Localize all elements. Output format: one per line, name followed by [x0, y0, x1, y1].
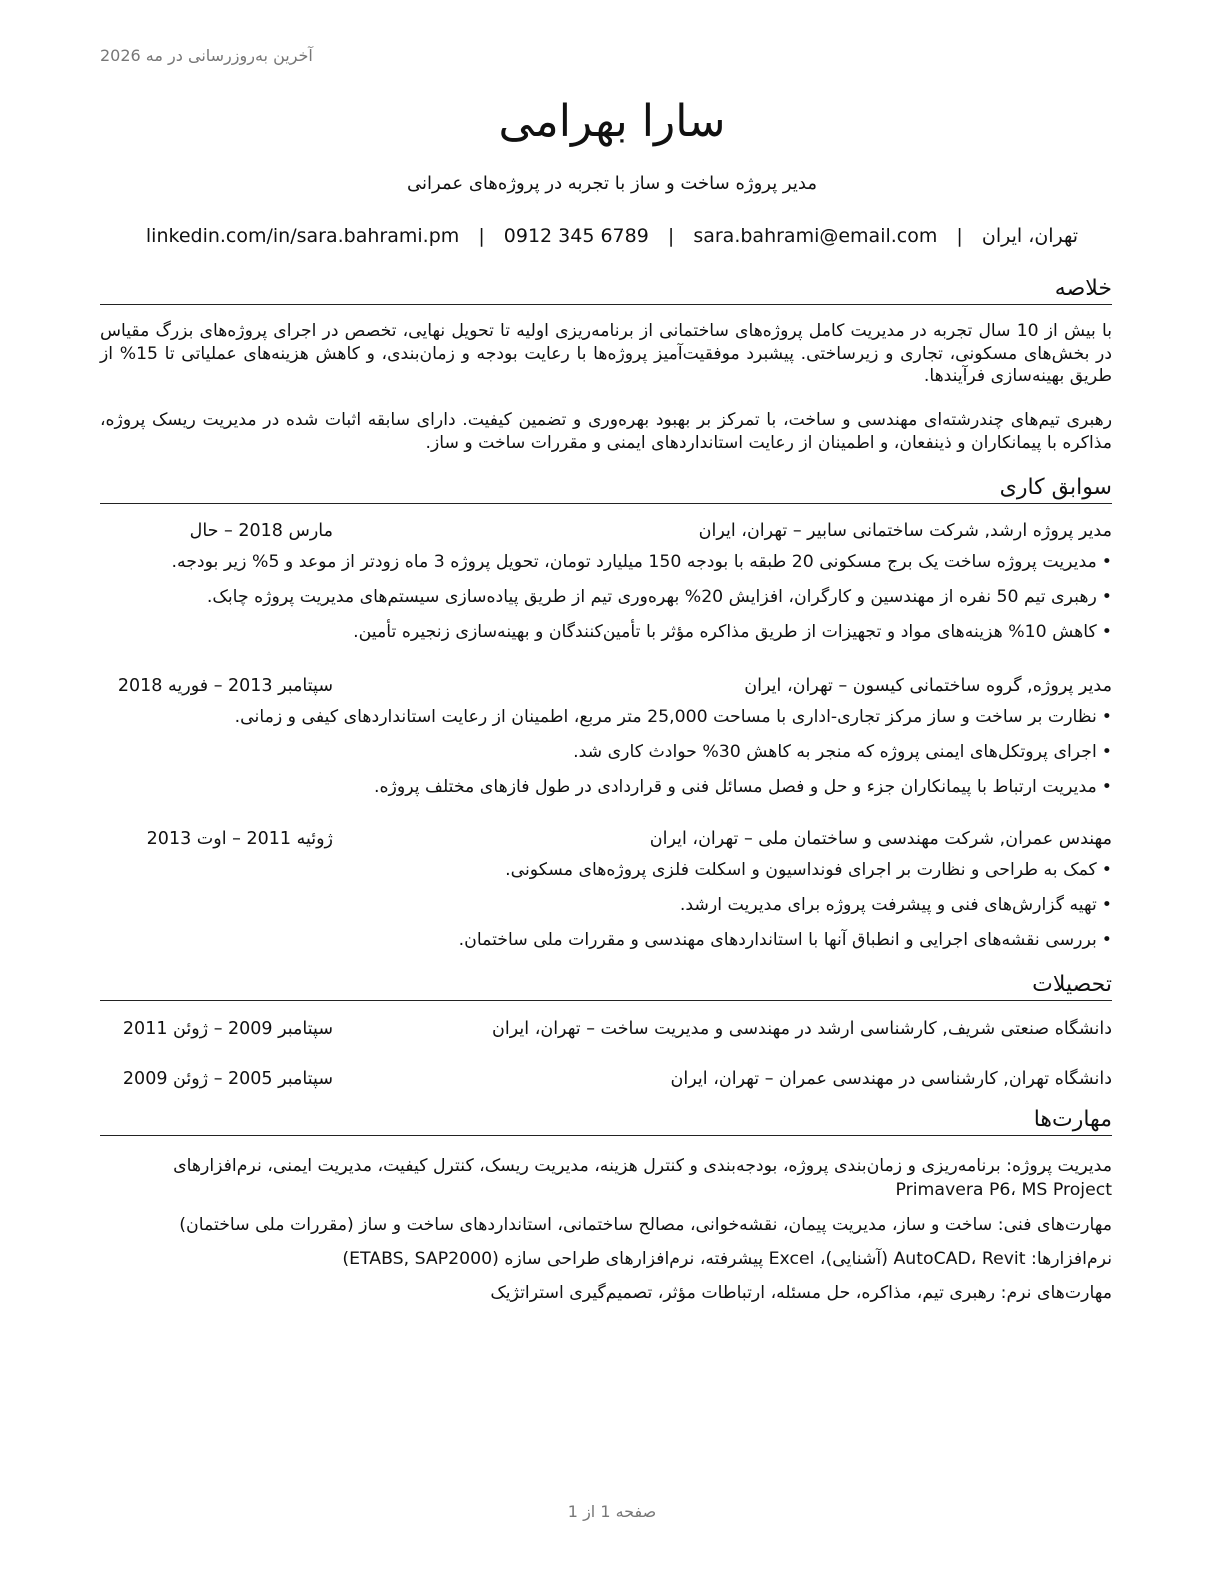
- skills-line: مهارت‌های فنی: ساخت و ساز، مدیریت پیمان، نقشه‌خوانی، مصالح ساختمانی، استانداردهای ساخت و ساز (مقررات ملی ساختمان): [179, 1215, 1112, 1235]
- skills-line: مدیریت پروژه: برنامه‌ریزی و زمان‌بندی پروژه، بودجه‌بندی و کنترل هزینه، مدیریت ریسک، کنترل کیفیت، مدیریت ایمنی، نرم‌افزارهای Primavera P6، MS Project: [173, 1156, 1112, 1200]
- contact-separator: |: [956, 225, 963, 247]
- page-number: صفحه 1 از 1: [567, 1502, 657, 1521]
- bullet-icon: •: [1101, 930, 1112, 950]
- bullet-icon: •: [1101, 860, 1112, 880]
- education-item: [100, 1066, 1112, 1092]
- job-bullet: •کاهش 10% هزینه‌های مواد و تجهیزات از طریق مذاکره مؤثر با تأمین‌کنندگان و بهینه‌سازی زنجیره تأمین.: [112, 619, 1112, 645]
- job-header: [100, 518, 1112, 544]
- job-bullet: •مدیریت ارتباط با پیمانکاران جزء و حل و فصل مسائل فنی و قراردادی در طول فازهای مختلف پروژه.: [112, 774, 1112, 800]
- summary-heading: خلاصه: [100, 275, 1112, 305]
- job-bullet: •کمک به طراحی و نظارت بر اجرای فونداسیون و اسکلت فلزی پروژه‌های مسکونی.: [112, 857, 1112, 883]
- job-bullet: •مدیریت پروژه ساخت یک برج مسکونی 20 طبقه با بودجه 150 میلیارد تومان، تحویل پروژه 3 ماه زودتر از موعد و 5% زیر بودجه.: [112, 549, 1112, 575]
- job-title: مدیر پروژه ارشد, شرکت ساختمانی سابیر – تهران، ایران: [698, 521, 1112, 541]
- skills-line: نرم‌افزارها: AutoCAD، Revit (آشنایی)، Excel پیشرفته، نرم‌افزارهای طراحی سازه (ETABS, SAP2000): [342, 1249, 1112, 1269]
- education-dates: سپتامبر 2009 – ژوئن 2011: [122, 1019, 333, 1039]
- job-header: [100, 826, 1112, 852]
- job-bullet: •تهیه گزارش‌های فنی و پیشرفت پروژه برای مدیریت ارشد.: [112, 892, 1112, 918]
- contact-line: [100, 222, 1124, 250]
- bullet-icon: •: [1101, 587, 1112, 607]
- candidate-title: مدیر پروژه ساخت و ساز با تجربه در پروژه‌های عمرانی: [407, 173, 817, 194]
- bullet-icon: •: [1101, 552, 1112, 572]
- contact-separator: |: [478, 225, 485, 247]
- job-bullet: •رهبری تیم 50 نفره از مهندسین و کارگران، افزایش 20% بهره‌وری تیم از طریق پیاده‌سازی سیستم‌های مدیریت پروژه چابک.: [112, 584, 1112, 610]
- skills-line: مهارت‌های نرم: رهبری تیم، مذاکره، حل مسئله، ارتباطات مؤثر، تصمیم‌گیری استراتژیک: [490, 1283, 1112, 1303]
- bullet-icon: •: [1101, 777, 1112, 797]
- bullet-icon: •: [1101, 622, 1112, 642]
- job-bullet: •نظارت بر ساخت و ساز مرکز تجاری-اداری با مساحت 25,000 متر مربع، اطمینان از رعایت استانداردهای کیفی و زمانی.: [112, 704, 1112, 730]
- job-title: مهندس عمران, شرکت مهندسی و ساختمان ملی – تهران، ایران: [649, 829, 1112, 849]
- job-dates: ژوئیه 2011 – اوت 2013: [146, 829, 333, 849]
- skills-heading: مهارت‌ها: [100, 1106, 1112, 1136]
- job-dates: مارس 2018 – حال: [189, 521, 333, 541]
- contact-phone[interactable]: 0912 345 6789: [503, 225, 649, 247]
- job-title: مدیر پروژه, گروه ساختمانی کیسون – تهران، ایران: [744, 676, 1112, 696]
- job-bullet: •اجرای پروتکل‌های ایمنی پروژه که منجر به کاهش 30% حوادث کاری شد.: [112, 739, 1112, 765]
- bullet-icon: •: [1101, 895, 1112, 915]
- job-header: [100, 673, 1112, 699]
- last-updated-note: آخرین به‌روزرسانی در مه 2026: [100, 46, 313, 65]
- education-title: دانشگاه تهران, کارشناسی در مهندسی عمران – تهران، ایران: [670, 1069, 1112, 1089]
- experience-heading: سوابق کاری: [100, 474, 1112, 504]
- education-heading: تحصیلات: [100, 971, 1112, 1001]
- contact-email[interactable]: sara.bahrami@email.com: [693, 225, 938, 247]
- education-title: دانشگاه صنعتی شریف, کارشناسی ارشد در مهندسی و مدیریت ساخت – تهران، ایران: [492, 1019, 1112, 1039]
- job-dates: سپتامبر 2013 – فوریه 2018: [117, 676, 333, 696]
- education-item: [100, 1016, 1112, 1042]
- bullet-icon: •: [1101, 707, 1112, 727]
- summary-paragraph: با بیش از 10 سال تجربه در مدیریت کامل پروژه‌های ساختمانی از برنامه‌ریزی اولیه تا تحویل نهایی، تخصص در اجرای پروژه‌های بزرگ مقیاس در بخش‌های مسکونی، تجاری و زیرساختی. پیشبرد موفقیت‌آمیز پروژه‌ها با رعایت بودجه و زمان‌بندی، و کاهش هزینه‌های عملیاتی تا 15% از طریق بهینه‌سازی فرآیندها.: [100, 321, 1112, 386]
- bullet-icon: •: [1101, 742, 1112, 762]
- contact-separator: |: [667, 225, 675, 247]
- education-dates: سپتامبر 2005 – ژوئن 2009: [122, 1069, 333, 1089]
- contact-location: تهران، ایران: [981, 225, 1079, 247]
- candidate-name: سارا بهرامی: [498, 96, 726, 147]
- job-bullet: •بررسی نقشه‌های اجرایی و انطباق آنها با استانداردهای مهندسی و مقررات ملی ساختمان.: [112, 927, 1112, 953]
- contact-linkedin[interactable]: linkedin.com/in/sara.bahrami.pm: [145, 225, 460, 247]
- summary-paragraph: رهبری تیم‌های چندرشته‌ای مهندسی و ساخت، با تمرکز بر بهبود بهره‌وری و تضمین کیفیت. دارای سابقه اثبات شده در مدیریت ریسک پروژه، مذاکره با پیمانکاران و ذینفعان، و اطمینان از رعایت استانداردهای ایمنی و مقررات ساخت و ساز.: [100, 410, 1112, 453]
